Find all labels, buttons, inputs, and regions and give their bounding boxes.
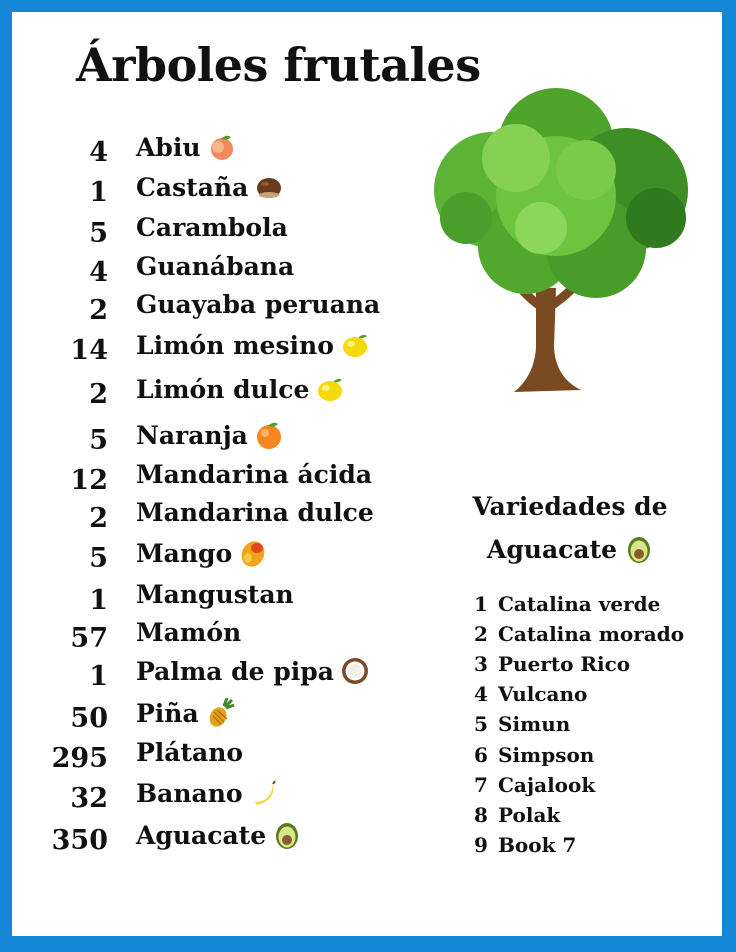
fruit-count: 12: [70, 465, 108, 496]
avocado-variety-item: [474, 712, 570, 736]
variety-name: Catalina verde: [498, 592, 661, 616]
variety-name: Simun: [498, 712, 571, 736]
fruit-name: [136, 820, 302, 850]
variety-number: 8: [474, 803, 488, 827]
avocado-variety-item: [474, 803, 560, 827]
fruit-name: [136, 698, 235, 728]
fruit-name: [136, 330, 370, 360]
fruit-row: [0, 618, 440, 652]
fruit-name: [136, 132, 237, 162]
variety-name: Catalina morado: [498, 622, 685, 646]
fruit-row: [0, 538, 440, 572]
fruit-name-label: Mandarina dulce: [136, 498, 374, 527]
tree-icon: [406, 78, 706, 408]
fruit-count: 50: [70, 703, 108, 734]
fruit-name-label: Castaña: [136, 172, 249, 202]
fruit-count: 1: [89, 585, 108, 616]
fruit-name: [136, 252, 294, 281]
fruit-count: 2: [89, 295, 108, 326]
variety-name: Cajalook: [498, 773, 596, 797]
fruit-count: 1: [89, 661, 108, 692]
fruit-name-label: Piña: [136, 698, 199, 728]
avocado-icon: [272, 820, 302, 850]
fruit-row: [0, 420, 440, 454]
variety-name: Book 7: [498, 833, 577, 857]
page-title: Árboles frutales: [76, 38, 481, 92]
fruit-name-label: Abiu: [136, 132, 201, 162]
fruit-count: 32: [70, 783, 108, 814]
peach-icon: [207, 132, 237, 162]
avocado-variety-item: [474, 652, 630, 676]
fruit-row: [0, 656, 440, 690]
variety-name: Vulcano: [498, 682, 588, 706]
fruit-name: [136, 580, 294, 609]
fruit-row: [0, 374, 440, 408]
chestnut-icon: [254, 172, 284, 202]
fruit-row: [0, 330, 440, 364]
fruit-row: [0, 698, 440, 732]
variety-name: Puerto Rico: [498, 652, 631, 676]
lemon-icon: [340, 330, 370, 360]
fruit-row: [0, 460, 440, 494]
variety-name: Simpson: [498, 743, 595, 767]
variety-number: 7: [474, 773, 488, 797]
variety-number: 6: [474, 743, 488, 767]
fruit-count: 295: [51, 743, 108, 774]
fruit-name: [136, 374, 345, 404]
variety-number: 2: [474, 622, 488, 646]
fruit-name: [136, 420, 284, 450]
fruit-row: [0, 580, 440, 614]
avocado-varieties-title: Variedades de: [472, 492, 668, 521]
fruit-name: [136, 213, 288, 242]
fruit-name-label: Limón mesino: [136, 330, 334, 360]
fruit-count: 5: [89, 218, 108, 249]
fruit-count: 5: [89, 425, 108, 456]
avocado-variety-item: [474, 682, 587, 706]
fruit-name-label: Mango: [136, 538, 233, 568]
avocado-variety-item: [474, 592, 660, 616]
avocado-variety-item: [474, 833, 576, 857]
fruit-row: [0, 290, 440, 324]
fruit-count: 14: [70, 335, 108, 366]
fruit-count: 4: [89, 257, 108, 288]
fruit-name-label: Plátano: [136, 738, 244, 767]
fruit-count: 57: [70, 623, 108, 654]
fruit-row: [0, 172, 440, 206]
fruit-name-label: Mamón: [136, 618, 242, 647]
fruit-name: [136, 498, 374, 527]
variety-number: 9: [474, 833, 488, 857]
fruit-row: [0, 738, 440, 772]
variety-name: Polak: [498, 803, 561, 827]
fruit-name-label: Guayaba peruana: [136, 290, 381, 319]
fruit-name-label: Palma de pipa: [136, 656, 334, 686]
fruit-name: [136, 538, 268, 568]
avocado-variety-item: [474, 622, 684, 646]
fruit-count: 350: [51, 825, 108, 856]
fruit-row: [0, 498, 440, 532]
pineapple-icon: [205, 698, 235, 728]
fruit-row: [0, 132, 440, 166]
fruit-name: [136, 738, 243, 767]
variety-number: 4: [474, 682, 488, 706]
variety-number: 3: [474, 652, 488, 676]
fruit-row: [0, 252, 440, 286]
banana-icon: [249, 778, 279, 808]
avocado-subtitle-label: Aguacate: [486, 534, 618, 564]
fruit-name-label: Guanábana: [136, 252, 295, 281]
fruit-name-label: Aguacate: [136, 820, 267, 850]
fruit-count: 4: [89, 137, 108, 168]
fruit-count: 2: [89, 503, 108, 534]
fruit-count: 1: [89, 177, 108, 208]
coconut-icon: [340, 656, 370, 686]
avocado-varieties-subtitle: [440, 534, 700, 564]
fruit-name: [136, 172, 284, 202]
fruit-name-label: Mangustan: [136, 580, 294, 609]
fruit-row: [0, 213, 440, 247]
fruit-count: 5: [89, 543, 108, 574]
avocado-icon: [625, 534, 653, 564]
fruit-name-label: Limón dulce: [136, 374, 310, 404]
fruit-name: [136, 460, 372, 489]
fruit-name-label: Mandarina ácida: [136, 460, 373, 489]
orange-icon: [254, 420, 284, 450]
fruit-row: [0, 820, 440, 854]
avocado-variety-item: [474, 773, 595, 797]
fruit-name: [136, 618, 241, 647]
fruit-name-label: Naranja: [136, 420, 248, 450]
lemon-icon: [315, 374, 345, 404]
variety-number: 5: [474, 712, 488, 736]
fruit-name: [136, 290, 380, 319]
fruit-name: [136, 778, 279, 808]
fruit-count: 2: [89, 379, 108, 410]
fruit-name: [136, 656, 370, 686]
mango-icon: [238, 538, 268, 568]
variety-number: 1: [474, 592, 488, 616]
fruit-name-label: Carambola: [136, 213, 288, 242]
avocado-variety-item: [474, 743, 594, 767]
fruit-row: [0, 778, 440, 812]
fruit-name-label: Banano: [136, 778, 243, 808]
